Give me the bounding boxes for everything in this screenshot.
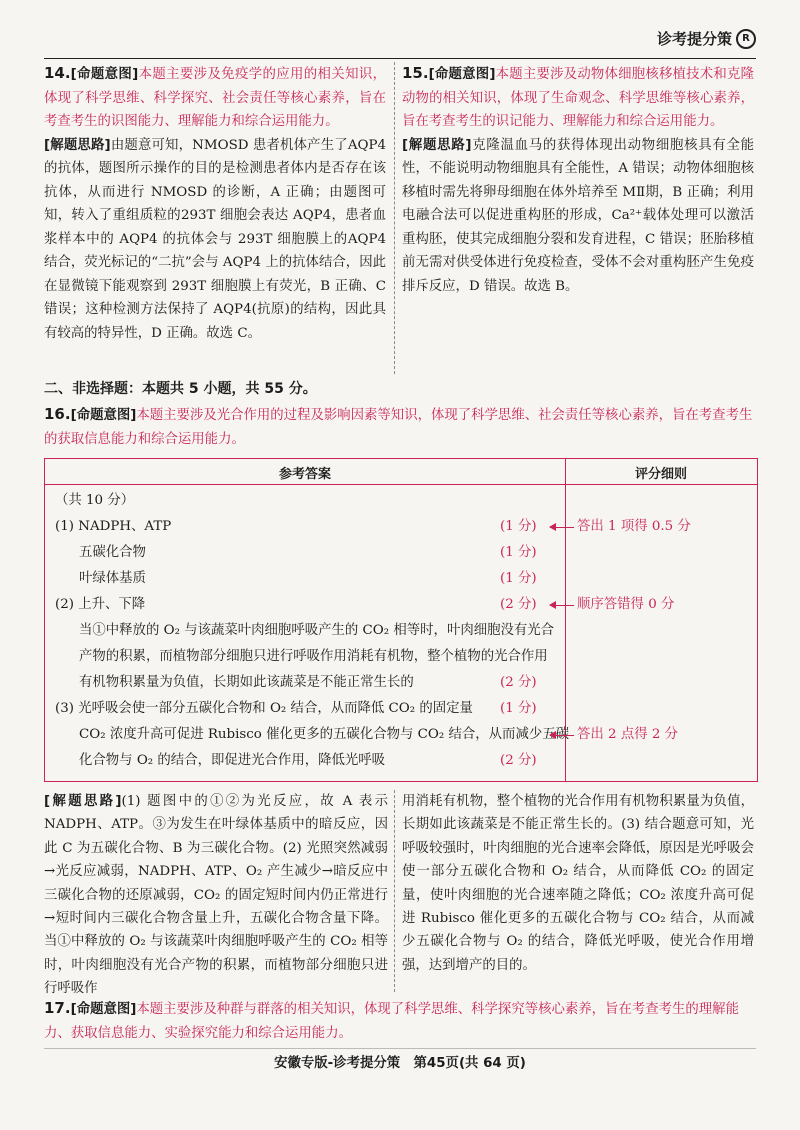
seal-icon: R <box>736 29 756 49</box>
footer-rule <box>44 1048 756 1049</box>
q16-idea-left: (1) 题图中的①②为光反应，故 A 表示 NADPH、ATP。③为发生在叶绿体基质中的暗反应，因此 C 为五碳化合物、B 为三碳化合物。(2) 光照突然减弱→光反应减弱，NADPH、ATP、O₂ 产生减少→暗反应中三碳化合物的还原减弱，CO₂ 的固定短时间内仍正常进行→短时间内三碳化合物含量上升，五碳化合物含量下降。当①中释放的 O₂ 与该蔬菜叶肉细胞呼吸产生的 CO₂ 相等时，叶肉细胞没有光合产物的积累，而植物部分细胞只进行呼吸作 <box>44 794 388 997</box>
q15-number: 15. <box>402 64 429 82</box>
answer-total: （共 10 分） <box>55 493 135 508</box>
score-column-header: 评分细则 <box>634 467 687 482</box>
q15-intent: 本题主要涉及动物体细胞核移植技术和克隆动物的相关知识，体现了生命观念、科学思维等核心素养，旨在考查考生的识记能力、理解能力和综合运用能力。 <box>402 67 754 129</box>
answer-points: (1 分) <box>500 701 537 716</box>
arrow-icon <box>550 735 574 736</box>
top-rule <box>44 58 756 59</box>
answer-line: 化合物与 O₂ 的结合，即促进光合作用，降低光呼吸 <box>79 753 386 768</box>
scoring-note: 顺序答错得 0 分 <box>577 597 675 612</box>
q14-idea-tag: [解题思路] <box>44 137 111 153</box>
q15-block <box>402 62 754 298</box>
q16-number: 16. <box>44 405 71 423</box>
scoring-note: 答出 1 项得 0.5 分 <box>577 519 691 534</box>
q16-explanation-left <box>44 790 388 1001</box>
q17-number: 17. <box>44 999 71 1017</box>
answer-points: (2 分) <box>500 753 537 768</box>
section-heading: 二、非选择题：本题共 5 小题，共 55 分。 <box>44 381 317 397</box>
q16-explanation-right <box>402 790 754 977</box>
brand-title: 诊考提分策 <box>656 30 732 48</box>
scoring-note: 答出 2 点得 2 分 <box>577 727 679 742</box>
answer-points: (2 分) <box>500 597 537 612</box>
q15-idea-tag: [解题思路] <box>402 137 472 153</box>
answer-points: (1 分) <box>500 519 537 534</box>
q17-intent-tag: [命题意图] <box>70 1002 137 1017</box>
answer-line: 有机物积累量为负值，长期如此该蔬菜是不能正常生长的 <box>79 675 414 690</box>
answer-column-header: 参考答案 <box>278 467 331 482</box>
q17-intent: 本题主要涉及种群与群落的相关知识，体现了科学思维、科学探究等核心素养，旨在考查考生的理解能力、获取信息能力、实验探究能力和综合运用能力。 <box>44 1002 739 1041</box>
answer-line: (3) 光呼吸会使一部分五碳化合物和 O₂ 结合，从而降低 CO₂ 的固定量 <box>55 701 473 716</box>
q14-intent: 本题主要涉及免疫学的应用的相关知识，体现了科学思维、科学探究、社会责任等核心素养，旨在考查考生的识图能力、理解能力和综合运用能力。 <box>44 67 386 129</box>
answer-line: CO₂ 浓度升高可促进 Rubisco 催化更多的五碳化合物与 CO₂ 结合，从而减少五碳 <box>79 727 570 742</box>
q15-intent-tag: [命题意图] <box>428 67 496 82</box>
q16-intent: 本题主要涉及光合作用的过程及影响因素等知识，体现了科学思维、社会责任等核心素养，旨在考查考生的获取信息能力和综合运用能力。 <box>44 408 753 447</box>
answer-points: (1 分) <box>500 545 537 560</box>
q14-block <box>44 62 386 345</box>
q15-idea: 克隆温血马的获得体现出动物细胞核具有全能性，不能说明动物细胞具有全能性，A 错误；动物体细胞核移植时需先将卵母细胞在体外培养至 MⅡ期，B 正确；利用电融合法可以促进重构胚的形成，Ca²⁺载体处理可以激活重构胚，使其完成细胞分裂和发育进程，C 错误；胚胎移植前无需对供受体进行免疫检查，受体不会对重构胚产生免疫排斥反应，D 错误。故选 B。 <box>402 137 754 294</box>
arrow-icon <box>550 527 574 528</box>
answer-line: (2) 上升、下降 <box>55 597 146 612</box>
answer-table-header <box>45 459 757 485</box>
answer-line: 当①中释放的 O₂ 与该蔬菜叶肉细胞呼吸产生的 CO₂ 相等时，叶肉细胞没有光合 <box>79 623 555 638</box>
answer-line: (1) NADPH、ATP <box>55 519 172 534</box>
arrow-icon <box>550 605 574 606</box>
answer-table <box>44 458 758 782</box>
column-divider <box>394 790 395 992</box>
column-divider <box>394 62 395 374</box>
answer-points: (2 分) <box>500 675 537 690</box>
answer-line: 产物的积累，而植物部分细胞只进行呼吸作用消耗有机物，整个植物的光合作用 <box>79 649 548 664</box>
q16-intent-block <box>44 402 756 452</box>
q16-intent-tag: [命题意图] <box>70 408 137 423</box>
answer-points: (1 分) <box>500 571 537 586</box>
q14-intent-tag: [命题意图] <box>70 67 139 82</box>
page-footer: 安徽专版-诊考提分策 第45页(共 64 页) <box>274 1056 526 1071</box>
q16-idea-right: 用消耗有机物，整个植物的光合作用有机物积累量为负值，长期如此该蔬菜是不能正常生长的。(3) 结合题意可知，光呼吸较强时，叶肉细胞的光合速率会降低，原因是光呼吸会使一部分五碳化合物和 O₂ 结合，从而降低 CO₂ 的固定量，使叶肉细胞的光合速率随之降低；CO₂ 浓度升高可促进 Rubisco 催化更多的五碳化合物与 CO₂ 结合，从而减少五碳化合物与 O₂ 的结合，降低光呼吸，使光合作用增强，达到增产的目的。 <box>402 794 754 973</box>
q14-idea: 由题意可知，NMOSD 患者机体产生了AQP4 的抗体，题图所示操作的目的是检测患者体内是否存在该抗体，从而进行 NMOSD 的诊断，A 正确；由题图可知，转入了重组质粒的293T 细胞会表达 AQP4，患者血浆样本中的 AQP4 的抗体会与 293T 细胞膜上的AQP4 结合，荧光标记的“二抗”会与 AQP4 上的抗体结合，因此在显微镜下能观察到 293T 细胞膜上有荧光，B 正确、C 错误；这种检测方法保持了 AQP4(抗原)的结构，因此具有较高的特异性，D 正确。故选 C。 <box>44 137 387 341</box>
answer-line: 叶绿体基质 <box>79 571 146 586</box>
answer-line: 五碳化合物 <box>79 545 146 560</box>
q14-number: 14. <box>44 64 71 82</box>
q17-block <box>44 996 756 1046</box>
q16-idea-tag: [解题思路] <box>44 794 122 809</box>
brand-header <box>657 28 756 49</box>
